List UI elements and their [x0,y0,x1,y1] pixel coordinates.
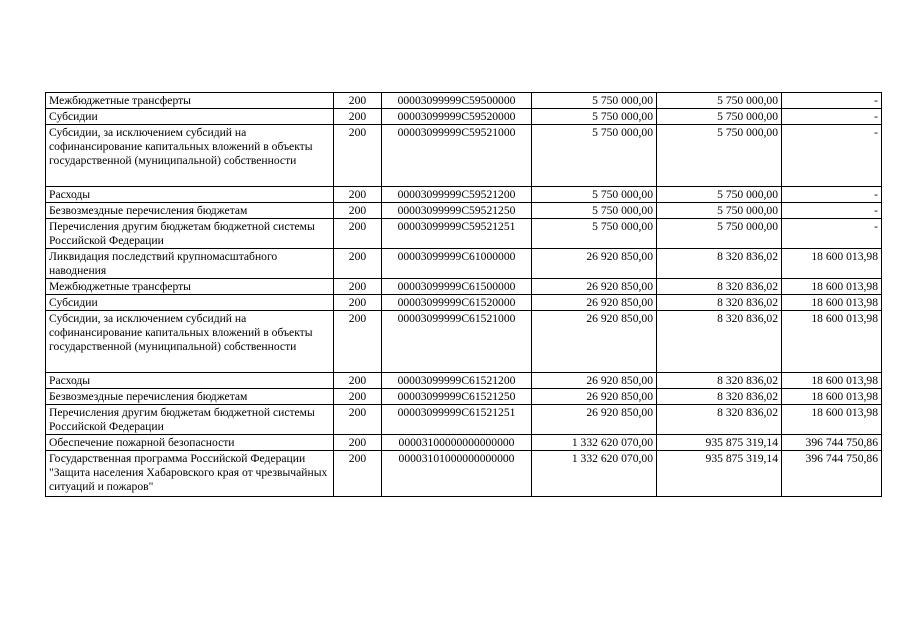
row-classification-code-cell: 00003099999С59521000 [382,125,532,187]
row-unexecuted-amount-cell: 396 744 750,86 [782,435,882,451]
row-approved-amount-cell: 26 920 850,00 [532,295,657,311]
table-row [46,451,882,497]
row-approved-amount-cell: 5 750 000,00 [532,93,657,109]
row-admin-code-cell: 200 [334,93,382,109]
row-unexecuted-amount-cell: - [782,219,882,249]
row-name-cell: Межбюджетные трансферты [46,93,334,109]
row-unexecuted-amount-cell: - [782,187,882,203]
row-classification-code-cell: 00003099999С61500000 [382,279,532,295]
row-unexecuted-amount-cell: 18 600 013,98 [782,389,882,405]
table-row [46,109,882,125]
row-admin-code-cell: 200 [334,203,382,219]
row-admin-code-cell: 200 [334,279,382,295]
table-row [46,219,882,249]
row-approved-amount-cell: 5 750 000,00 [532,125,657,187]
table-row [46,125,882,187]
row-name-cell: Субсидии, за исключением субсидий на софинансирование капитальных вложений в объекты государственной (муниципальной) собственности [46,311,334,373]
row-approved-amount-cell: 5 750 000,00 [532,203,657,219]
row-classification-code-cell: 00003099999С59521251 [382,219,532,249]
row-unexecuted-amount-cell: 18 600 013,98 [782,373,882,389]
row-approved-amount-cell: 26 920 850,00 [532,311,657,373]
row-admin-code-cell: 200 [334,435,382,451]
table-row [46,389,882,405]
row-unexecuted-amount-cell: - [782,125,882,187]
row-name-cell: Расходы [46,373,334,389]
row-executed-amount-cell: 8 320 836,02 [657,373,782,389]
row-classification-code-cell: 00003099999С59520000 [382,109,532,125]
table-row [46,203,882,219]
row-unexecuted-amount-cell: 18 600 013,98 [782,311,882,373]
row-admin-code-cell: 200 [334,249,382,279]
row-classification-code-cell: 00003099999С61520000 [382,295,532,311]
row-approved-amount-cell: 26 920 850,00 [532,279,657,295]
row-unexecuted-amount-cell: 396 744 750,86 [782,451,882,497]
row-admin-code-cell: 200 [334,219,382,249]
row-name-cell: Расходы [46,187,334,203]
row-name-cell: Безвозмездные перечисления бюджетам [46,203,334,219]
row-classification-code-cell: 00003099999С61521251 [382,405,532,435]
row-executed-amount-cell: 935 875 319,14 [657,451,782,497]
row-classification-code-cell: 00003099999С61521000 [382,311,532,373]
table-row [46,435,882,451]
table-row [46,405,882,435]
row-unexecuted-amount-cell: 18 600 013,98 [782,249,882,279]
table-row [46,373,882,389]
row-name-cell: Перечисления другим бюджетам бюджетной системы Российской Федерации [46,405,334,435]
row-classification-code-cell: 00003099999С61000000 [382,249,532,279]
row-executed-amount-cell: 5 750 000,00 [657,187,782,203]
row-name-cell: Безвозмездные перечисления бюджетам [46,389,334,405]
row-name-cell: Государственная программа Российской Федерации "Защита населения Хабаровского края от чрезвычайных ситуаций и пожаров" [46,451,334,497]
row-admin-code-cell: 200 [334,405,382,435]
row-approved-amount-cell: 26 920 850,00 [532,389,657,405]
row-executed-amount-cell: 5 750 000,00 [657,125,782,187]
row-admin-code-cell: 200 [334,389,382,405]
row-executed-amount-cell: 5 750 000,00 [657,219,782,249]
row-unexecuted-amount-cell: - [782,203,882,219]
row-unexecuted-amount-cell: - [782,109,882,125]
row-name-cell: Межбюджетные трансферты [46,279,334,295]
row-classification-code-cell: 00003099999С61521250 [382,389,532,405]
budget-table [45,92,882,497]
row-classification-code-cell: 00003100000000000000 [382,435,532,451]
table-row [46,295,882,311]
row-admin-code-cell: 200 [334,373,382,389]
row-approved-amount-cell: 26 920 850,00 [532,249,657,279]
budget-table-body [46,93,882,497]
row-classification-code-cell: 00003099999С59521200 [382,187,532,203]
row-classification-code-cell: 00003101000000000000 [382,451,532,497]
row-executed-amount-cell: 8 320 836,02 [657,405,782,435]
row-admin-code-cell: 200 [334,109,382,125]
row-name-cell: Перечисления другим бюджетам бюджетной системы Российской Федерации [46,219,334,249]
row-unexecuted-amount-cell: - [782,93,882,109]
row-name-cell: Субсидии, за исключением субсидий на софинансирование капитальных вложений в объекты государственной (муниципальной) собственности [46,125,334,187]
table-row [46,249,882,279]
row-approved-amount-cell: 5 750 000,00 [532,219,657,249]
table-row [46,187,882,203]
row-executed-amount-cell: 5 750 000,00 [657,93,782,109]
row-name-cell: Ликвидация последствий крупномасштабного наводнения [46,249,334,279]
table-row [46,311,882,373]
row-name-cell: Обеспечение пожарной безопасности [46,435,334,451]
row-executed-amount-cell: 5 750 000,00 [657,109,782,125]
row-executed-amount-cell: 8 320 836,02 [657,295,782,311]
row-classification-code-cell: 00003099999С59500000 [382,93,532,109]
row-executed-amount-cell: 8 320 836,02 [657,389,782,405]
table-row [46,93,882,109]
row-admin-code-cell: 200 [334,125,382,187]
row-admin-code-cell: 200 [334,187,382,203]
row-executed-amount-cell: 935 875 319,14 [657,435,782,451]
row-approved-amount-cell: 26 920 850,00 [532,373,657,389]
row-unexecuted-amount-cell: 18 600 013,98 [782,405,882,435]
row-name-cell: Субсидии [46,295,334,311]
row-executed-amount-cell: 5 750 000,00 [657,203,782,219]
row-admin-code-cell: 200 [334,311,382,373]
row-unexecuted-amount-cell: 18 600 013,98 [782,295,882,311]
row-executed-amount-cell: 8 320 836,02 [657,311,782,373]
table-row [46,279,882,295]
row-approved-amount-cell: 26 920 850,00 [532,405,657,435]
row-approved-amount-cell: 1 332 620 070,00 [532,451,657,497]
row-approved-amount-cell: 5 750 000,00 [532,187,657,203]
row-classification-code-cell: 00003099999С59521250 [382,203,532,219]
row-admin-code-cell: 200 [334,451,382,497]
row-approved-amount-cell: 1 332 620 070,00 [532,435,657,451]
row-classification-code-cell: 00003099999С61521200 [382,373,532,389]
row-executed-amount-cell: 8 320 836,02 [657,249,782,279]
row-executed-amount-cell: 8 320 836,02 [657,279,782,295]
row-approved-amount-cell: 5 750 000,00 [532,109,657,125]
row-unexecuted-amount-cell: 18 600 013,98 [782,279,882,295]
row-name-cell: Субсидии [46,109,334,125]
row-admin-code-cell: 200 [334,295,382,311]
